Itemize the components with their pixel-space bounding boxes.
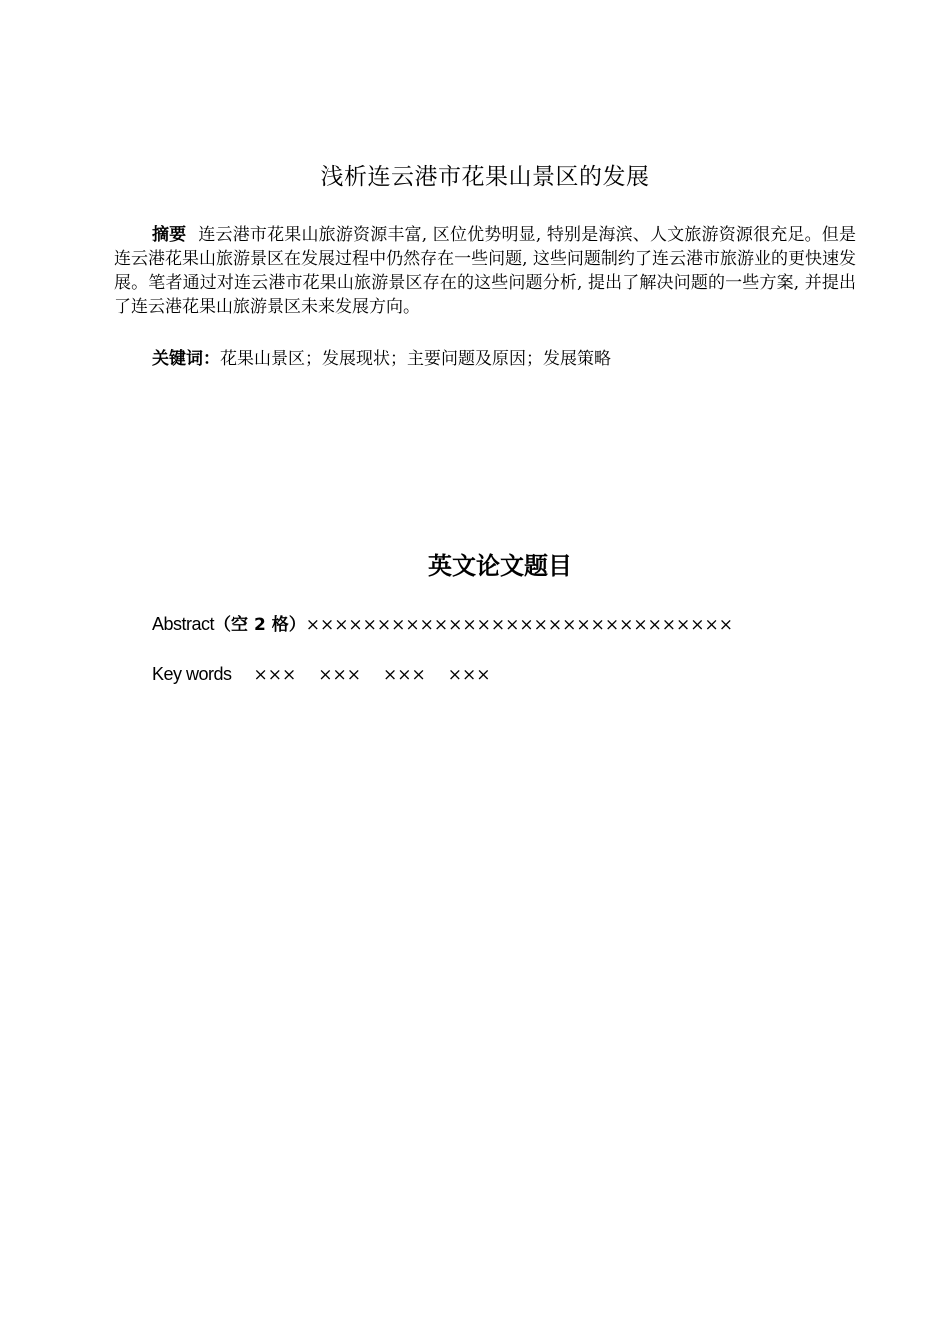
- english-abstract-label: Abstract: [152, 614, 215, 634]
- chinese-title: 浅析连云港市花果山景区的发展: [320, 164, 650, 190]
- abstract-label: 摘要: [152, 225, 187, 245]
- english-keyword-2: ×××: [318, 665, 362, 685]
- english-keywords-label: Key words: [152, 664, 232, 684]
- english-abstract-text: ××××××××××××××××××××××××××××××: [305, 615, 734, 635]
- english-title: 英文论文题目: [428, 552, 572, 580]
- keywords-label: 关键词：: [152, 349, 220, 369]
- keywords-text: 花果山景区；发展现状；主要问题及原因；发展策略: [220, 349, 611, 369]
- english-keywords: [152, 661, 490, 688]
- abstract-text: 连云港市花果山旅游资源丰富, 区位优势明显, 特别是海滨、人文旅游资源很充足。但是连云港花果山旅游景区在发展过程中仍然存在一些问题, 这些问题制约了连云港市旅游业的更快速发展。笔者通过对连云港市花果山旅游景区存在的这些问题分析, 提出了解决问题的一些方案, 并提出了连云港花果山旅游景区未来发展方向。: [114, 225, 856, 317]
- chinese-keywords: [152, 347, 611, 371]
- english-abstract-note: （空 2 格）: [214, 615, 306, 635]
- english-keyword-4: ×××: [447, 665, 491, 685]
- chinese-abstract: [114, 223, 856, 319]
- english-keyword-3: ×××: [383, 665, 426, 685]
- english-keyword-1: ×××: [253, 665, 297, 685]
- english-abstract: [152, 611, 733, 638]
